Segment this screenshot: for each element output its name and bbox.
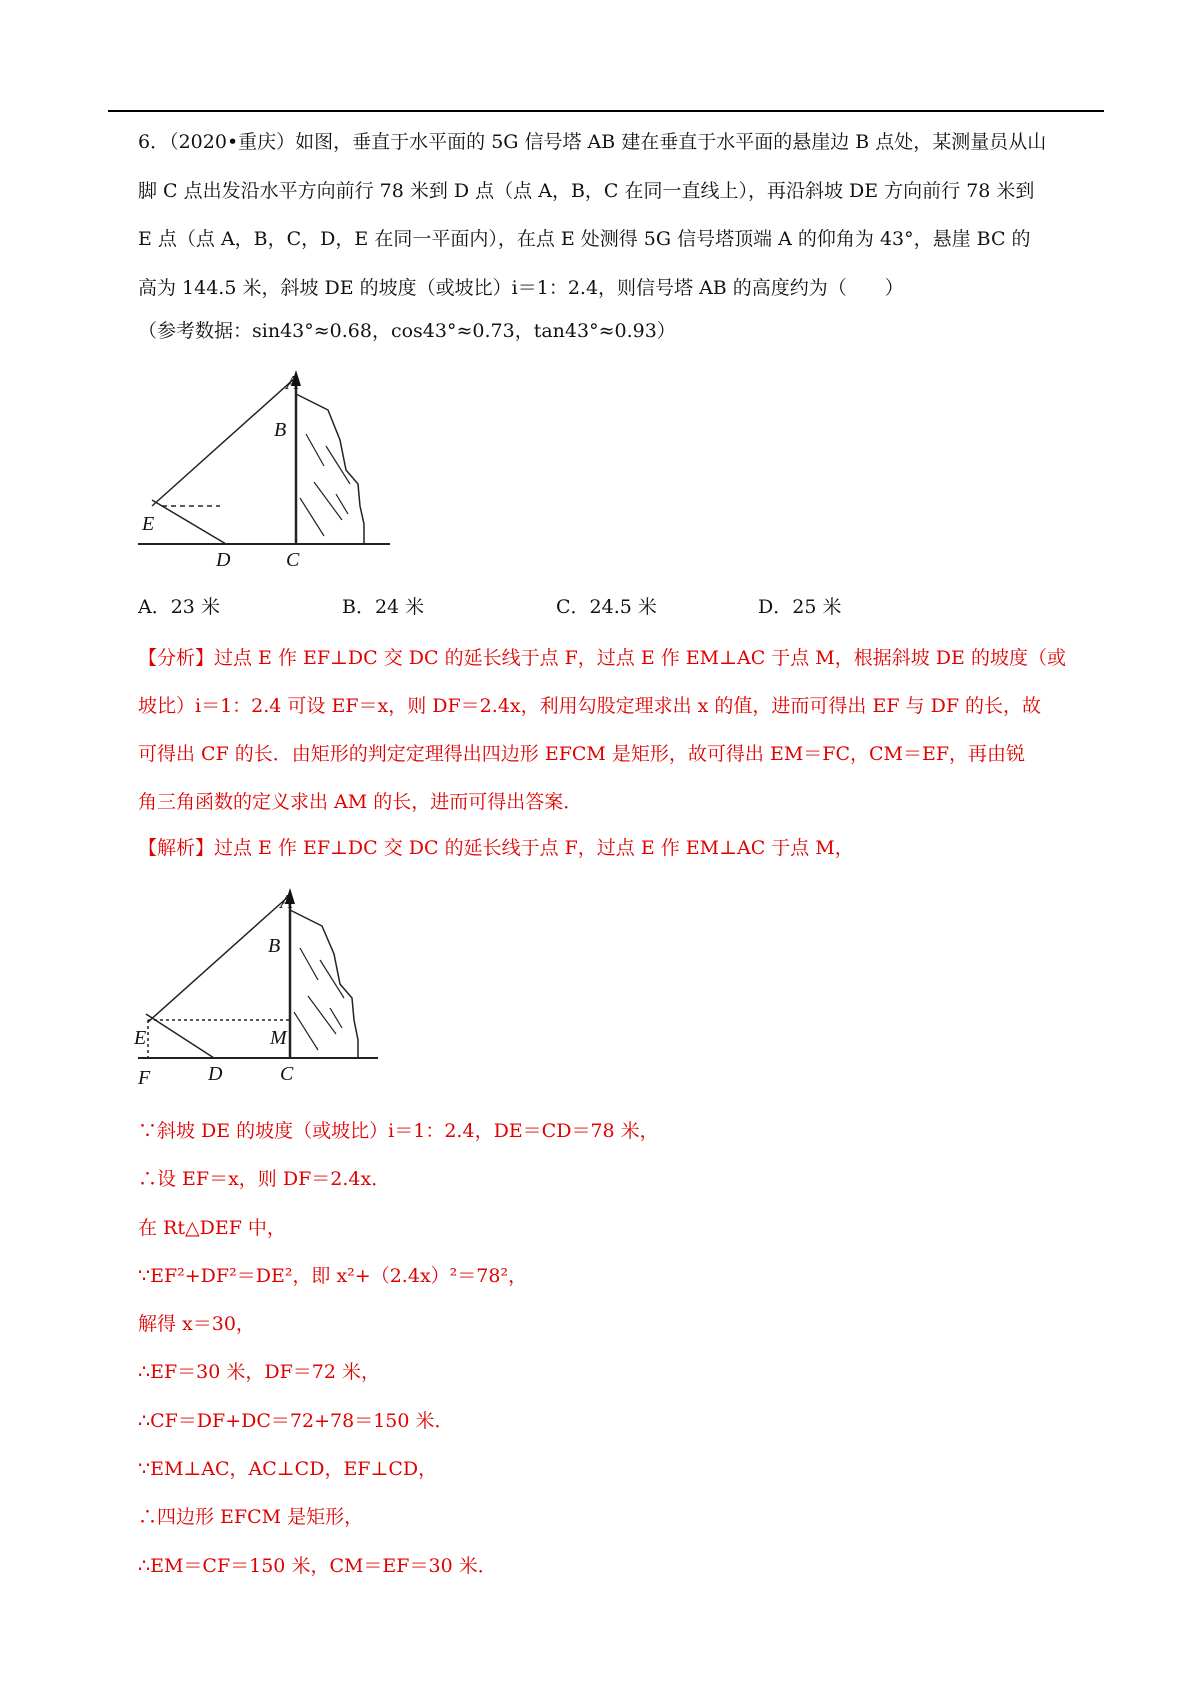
reference-data: （参考数据：sin43°≈0.68，cos43°≈0.73，tan43°≈0.93） (138, 320, 676, 342)
cliff-outline (290, 910, 358, 1058)
label-e: E (142, 513, 155, 535)
answer-options (138, 592, 1038, 622)
option-a: A．23 米 (138, 596, 220, 618)
problem-line: E 点（点 A，B，C，D，E 在同一平面内），在点 E 处测得 5G 信号塔顶端 A 的仰角为 43°，悬崖 BC 的 (138, 228, 1031, 250)
solution-steps (138, 1107, 1100, 1590)
analysis-line: 可得出 CF 的长．由矩形的判定定理得出四边形 EFCM 是矩形，故可得出 EM＝FC，CM＝EF，再由锐 (138, 743, 1026, 765)
analysis-line: 【分析】过点 E 作 EF⊥DC 交 DC 的延长线于点 F，过点 E 作 EM⊥AC 于点 M，根据斜坡 DE 的坡度（或 (138, 647, 1066, 669)
option-c: C．24.5 米 (556, 596, 657, 618)
problem-line: 脚 C 点出发沿水平方向前行 78 米到 D 点（点 A，B，C 在同一直线上），再沿斜坡 DE 方向前行 78 米到 (138, 179, 1035, 202)
top-rule (108, 110, 1104, 112)
label-e: E (134, 1027, 147, 1049)
cliff-outline (296, 394, 364, 544)
label-a: A (280, 891, 293, 913)
solution-figure (134, 884, 394, 1090)
solution-step: ∴EF＝30 米，DF＝72 米， (138, 1361, 380, 1384)
label-d: D (208, 1063, 223, 1085)
problem-line: 高为 144.5 米，斜坡 DE 的坡度（或坡比）i＝1：2.4，则信号塔 AB 的高度约为（ ） (138, 276, 904, 299)
solution-step: ∵EF²+DF²＝DE²，即 x²+（2.4x）²＝78²， (138, 1264, 528, 1287)
label-d: D (216, 549, 231, 571)
analysis-line: 坡比）i＝1：2.4 可设 EF＝x，则 DF＝2.4x，利用勾股定理求出 x 的值，进而可得出 EF 与 DF 的长，故 (138, 695, 1042, 717)
problem-text (138, 118, 1100, 312)
label-a: A (286, 372, 299, 394)
label-m: M (270, 1027, 287, 1049)
solution-step: ∴设 EF＝x，则 DF＝2.4x． (138, 1168, 391, 1191)
option-b: B．24 米 (342, 596, 425, 618)
analysis-line: 角三角函数的定义求出 AM 的长，进而可得出答案． (138, 791, 583, 813)
label-b: B (274, 419, 287, 441)
problem-line: 6．（2020•重庆）如图，垂直于水平面的 5G 信号塔 AB 建在垂直于水平面的悬崖边 B 点处，某测量员从山 (138, 131, 1047, 153)
sight-line-ea (152, 378, 295, 506)
solution-step: ∵EM⊥AC，AC⊥CD，EF⊥CD， (138, 1458, 438, 1481)
label-f: F (138, 1067, 151, 1089)
problem-figure (138, 366, 398, 572)
solution-step: ∴CF＝DF+DC＝72+78＝150 米． (138, 1409, 454, 1432)
option-d: D．25 米 (758, 596, 842, 618)
solution-step: ∵斜坡 DE 的坡度（或坡比）i＝1：2.4，DE＝CD＝78 米， (138, 1120, 659, 1142)
solution-step: 在 Rt△DEF 中， (138, 1216, 286, 1239)
sight-line-ea (148, 896, 289, 1022)
solution-heading: 【解析】过点 E 作 EF⊥DC 交 DC 的延长线于点 F，过点 E 作 EM⊥AC 于点 M， (138, 837, 854, 859)
solution-step: ∴四边形 EFCM 是矩形， (138, 1506, 364, 1529)
label-c: C (286, 549, 300, 571)
solution-step: ∴EM＝CF＝150 米，CM＝EF＝30 米． (138, 1554, 497, 1577)
analysis-section (138, 634, 1100, 826)
label-c: C (280, 1063, 294, 1085)
solution-step: 解得 x＝30， (138, 1313, 255, 1336)
label-b: B (268, 935, 281, 957)
